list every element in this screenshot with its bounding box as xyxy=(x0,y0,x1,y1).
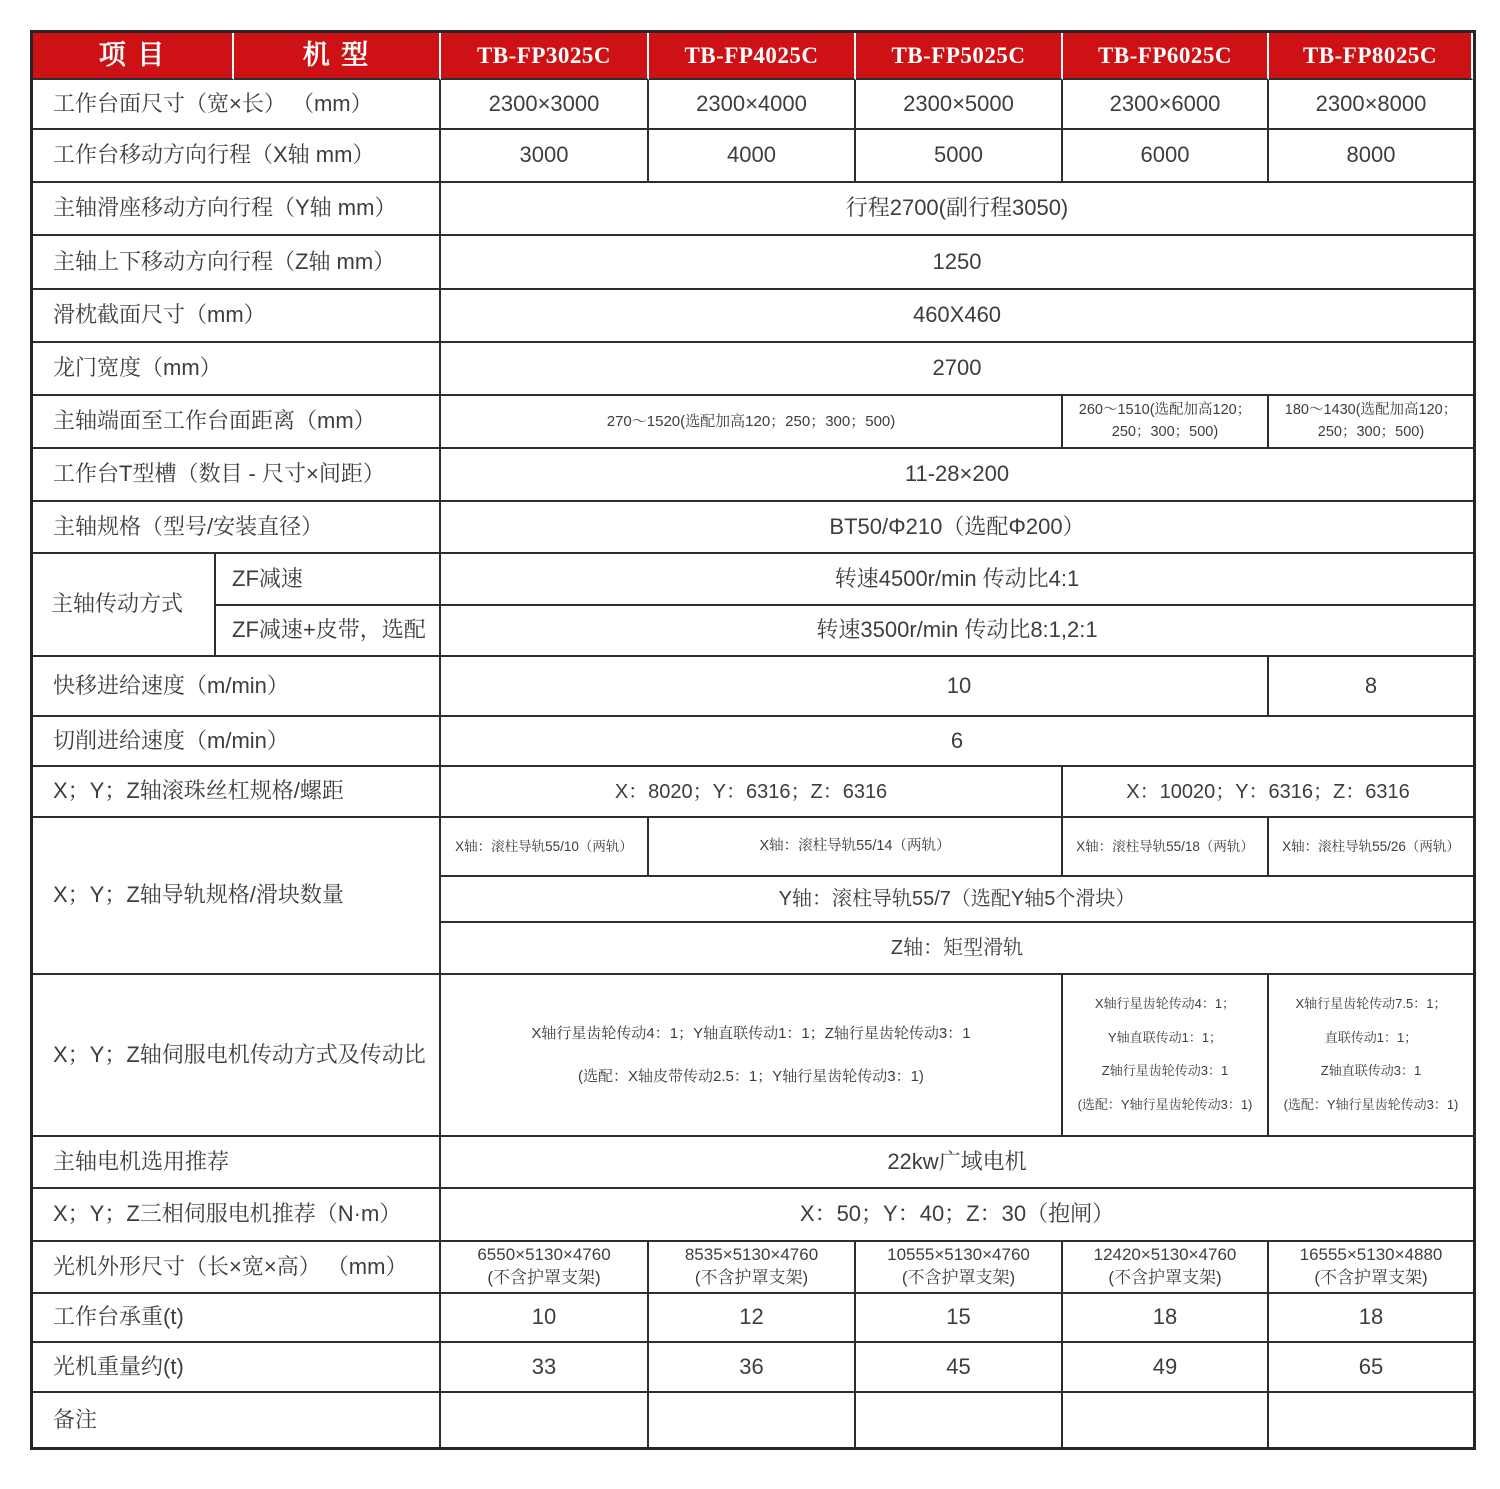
header-model-tb-fp5025c: TB-FP5025C xyxy=(856,33,1063,80)
label-table-load: 工作台承重(t) xyxy=(33,1294,441,1343)
guide-rail-x-4025-5025: X轴：滚柱导轨55/14（两轨） xyxy=(649,818,1063,877)
remarks-5025 xyxy=(856,1393,1063,1447)
guide-rail-x-3025: X轴：滚柱导轨55/10（两轨） xyxy=(441,818,649,877)
servo-drive-6025 xyxy=(1063,975,1269,1137)
label-rapid-feed: 快移进给速度（m/min） xyxy=(33,657,441,717)
label-spindle-spec: 主轴规格（型号/安装直径） xyxy=(33,502,441,554)
label-servo-drive: X；Y；Z轴伺服电机传动方式及传动比 xyxy=(33,975,441,1137)
x-travel-8025: 8000 xyxy=(1269,130,1473,183)
rapid-feed-3025-6025: 10 xyxy=(441,657,1269,717)
ram-section-value: 460X460 xyxy=(441,290,1473,343)
machine-dims-3025 xyxy=(441,1242,649,1294)
servo-drive-main-line1: X轴行星齿轮传动4：1；Y轴直联传动1：1；Z轴行星齿轮传动3：1 xyxy=(531,1024,971,1042)
machine-dims-8025-note: (不含护罩支架) xyxy=(1314,1268,1428,1287)
machine-weight-8025: 65 xyxy=(1269,1343,1473,1393)
machine-dims-6025-size: 12420×5130×4760 xyxy=(1093,1245,1237,1265)
spindle-distance-6025: 260～1510(选配加高120；250；300；500) xyxy=(1063,396,1269,449)
machine-dims-8025 xyxy=(1269,1242,1473,1294)
servo-drive-8025-line3: Z轴直联传动3：1 xyxy=(1320,1063,1422,1079)
servo-drive-8025 xyxy=(1269,975,1473,1137)
servo-drive-8025-line2: 直联传动1：1； xyxy=(1324,1029,1418,1045)
ball-screw-6025-8025: X：10020；Y：6316；Z：6316 xyxy=(1063,767,1473,818)
spindle-spec-value: BT50/Φ210（选配Φ200） xyxy=(441,502,1473,554)
machine-dims-3025-size: 6550×5130×4760 xyxy=(477,1245,611,1265)
machine-dims-8025-size: 16555×5130×4880 xyxy=(1299,1245,1443,1265)
machine-dims-3025-note: (不含护罩支架) xyxy=(487,1268,601,1287)
servo-drive-6025-line4: (选配：Y轴行星齿轮传动3：1) xyxy=(1077,1097,1253,1113)
label-machine-dims: 光机外形尺寸（长×宽×高） （mm） xyxy=(33,1242,441,1294)
header-model-tb-fp3025c: TB-FP3025C xyxy=(441,33,649,80)
remarks-6025 xyxy=(1063,1393,1269,1447)
spindle-drive-sub-zf-belt: ZF减速+皮带，选配 xyxy=(216,606,441,657)
header-model-tb-fp8025c: TB-FP8025C xyxy=(1269,33,1473,80)
machine-dims-4025-size: 8535×5130×4760 xyxy=(684,1245,819,1265)
spec-table xyxy=(30,30,1476,1450)
label-spindle-drive: 主轴传动方式 xyxy=(33,554,216,657)
label-y-travel: 主轴滑座移动方向行程（Y轴 mm） xyxy=(33,183,441,236)
label-t-slot: 工作台T型槽（数目 - 尺寸×间距） xyxy=(33,449,441,502)
servo-drive-3025-5025 xyxy=(441,975,1063,1137)
header-model-tb-fp6025c: TB-FP6025C xyxy=(1063,33,1269,80)
label-spindle-motor: 主轴电机选用推荐 xyxy=(33,1137,441,1189)
machine-dims-6025 xyxy=(1063,1242,1269,1294)
machine-dims-4025-note: (不含护罩支架) xyxy=(694,1268,809,1287)
servo-drive-6025-line2: Y轴直联传动1：1； xyxy=(1107,1029,1223,1045)
label-gantry-width: 龙门宽度（mm） xyxy=(33,343,441,396)
table-size-5025: 2300×5000 xyxy=(856,80,1063,130)
servo-drive-8025-line4: (选配：Y轴行星齿轮传动3：1) xyxy=(1283,1097,1459,1113)
guide-rail-x-6025: X轴：滚柱导轨55/18（两轨） xyxy=(1063,818,1269,877)
remarks-4025 xyxy=(649,1393,856,1447)
label-machine-weight: 光机重量约(t) xyxy=(33,1343,441,1393)
header-model-tb-fp4025c: TB-FP4025C xyxy=(649,33,856,80)
spindle-distance-3025-5025: 270～1520(选配加高120；250；300；500) xyxy=(441,396,1063,449)
machine-dims-5025-note: (不含护罩支架) xyxy=(901,1268,1016,1287)
machine-weight-6025: 49 xyxy=(1063,1343,1269,1393)
remarks-8025 xyxy=(1269,1393,1473,1447)
spindle-distance-8025: 180～1430(选配加高120；250；300；500) xyxy=(1269,396,1473,449)
table-size-4025: 2300×4000 xyxy=(649,80,856,130)
servo-drive-8025-line1: X轴行星齿轮传动7.5：1； xyxy=(1295,995,1447,1011)
x-travel-4025: 4000 xyxy=(649,130,856,183)
gantry-width-value: 2700 xyxy=(441,343,1473,396)
machine-weight-3025: 33 xyxy=(441,1343,649,1393)
machine-dims-5025-size: 10555×5130×4760 xyxy=(887,1245,1030,1265)
servo-drive-6025-line1: X轴行星齿轮传动4：1； xyxy=(1094,995,1236,1011)
table-load-8025: 18 xyxy=(1269,1294,1473,1343)
guide-rail-x-8025: X轴：滚柱导轨55/26（两轨） xyxy=(1269,818,1473,877)
machine-dims-4025 xyxy=(649,1242,856,1294)
table-size-6025: 2300×6000 xyxy=(1063,80,1269,130)
spindle-drive-sub-zf: ZF减速 xyxy=(216,554,441,606)
label-z-travel: 主轴上下移动方向行程（Z轴 mm） xyxy=(33,236,441,290)
label-ball-screw: X；Y；Z轴滚珠丝杠规格/螺距 xyxy=(33,767,441,818)
table-load-4025: 12 xyxy=(649,1294,856,1343)
cutting-feed-value: 6 xyxy=(441,717,1473,767)
spindle-drive-zf-belt-value: 转速3500r/min 传动比8:1,2:1 xyxy=(441,606,1473,657)
label-remarks: 备注 xyxy=(33,1393,441,1447)
header-item: 项 目 xyxy=(33,33,234,80)
y-travel-value: 行程2700(副行程3050) xyxy=(441,183,1473,236)
machine-dims-5025 xyxy=(856,1242,1063,1294)
label-servo-motor-rec: X；Y；Z三相伺服电机推荐（N·m） xyxy=(33,1189,441,1242)
machine-dims-6025-note: (不含护罩支架) xyxy=(1108,1268,1222,1287)
table-size-8025: 2300×8000 xyxy=(1269,80,1473,130)
spindle-drive-zf-value: 转速4500r/min 传动比4:1 xyxy=(441,554,1473,606)
servo-drive-main-line2: (选配：X轴皮带传动2.5：1；Y轴行星齿轮传动3：1) xyxy=(578,1068,924,1085)
servo-drive-6025-line3: Z轴行星齿轮传动3：1 xyxy=(1101,1063,1229,1079)
servo-motor-rec-value: X：50；Y：40；Z：30（抱闸） xyxy=(441,1189,1473,1242)
machine-weight-4025: 36 xyxy=(649,1343,856,1393)
table-load-6025: 18 xyxy=(1063,1294,1269,1343)
remarks-3025 xyxy=(441,1393,649,1447)
table-size-3025: 2300×3000 xyxy=(441,80,649,130)
table-load-5025: 15 xyxy=(856,1294,1063,1343)
t-slot-value: 11-28×200 xyxy=(441,449,1473,502)
table-load-3025: 10 xyxy=(441,1294,649,1343)
label-cutting-feed: 切削进给速度（m/min） xyxy=(33,717,441,767)
machine-weight-5025: 45 xyxy=(856,1343,1063,1393)
z-travel-value: 1250 xyxy=(441,236,1473,290)
label-x-travel: 工作台移动方向行程（X轴 mm） xyxy=(33,130,441,183)
guide-rail-y-value: Y轴：滚柱导轨55/7（选配Y轴5个滑块） xyxy=(441,877,1473,923)
spindle-motor-value: 22kw广域电机 xyxy=(441,1137,1473,1189)
label-ram-section: 滑枕截面尺寸（mm） xyxy=(33,290,441,343)
guide-rail-z-value: Z轴：矩型滑轨 xyxy=(441,923,1473,975)
label-spindle-distance: 主轴端面至工作台面距离（mm） xyxy=(33,396,441,449)
ball-screw-3025-5025: X：8020；Y：6316；Z：6316 xyxy=(441,767,1063,818)
header-model: 机 型 xyxy=(234,33,441,80)
x-travel-5025: 5000 xyxy=(856,130,1063,183)
x-travel-3025: 3000 xyxy=(441,130,649,183)
rapid-feed-8025: 8 xyxy=(1269,657,1473,717)
label-guide-rail: X；Y；Z轴导轨规格/滑块数量 xyxy=(33,818,441,975)
x-travel-6025: 6000 xyxy=(1063,130,1269,183)
label-table-size: 工作台面尺寸（宽×长） （mm） xyxy=(33,80,441,130)
